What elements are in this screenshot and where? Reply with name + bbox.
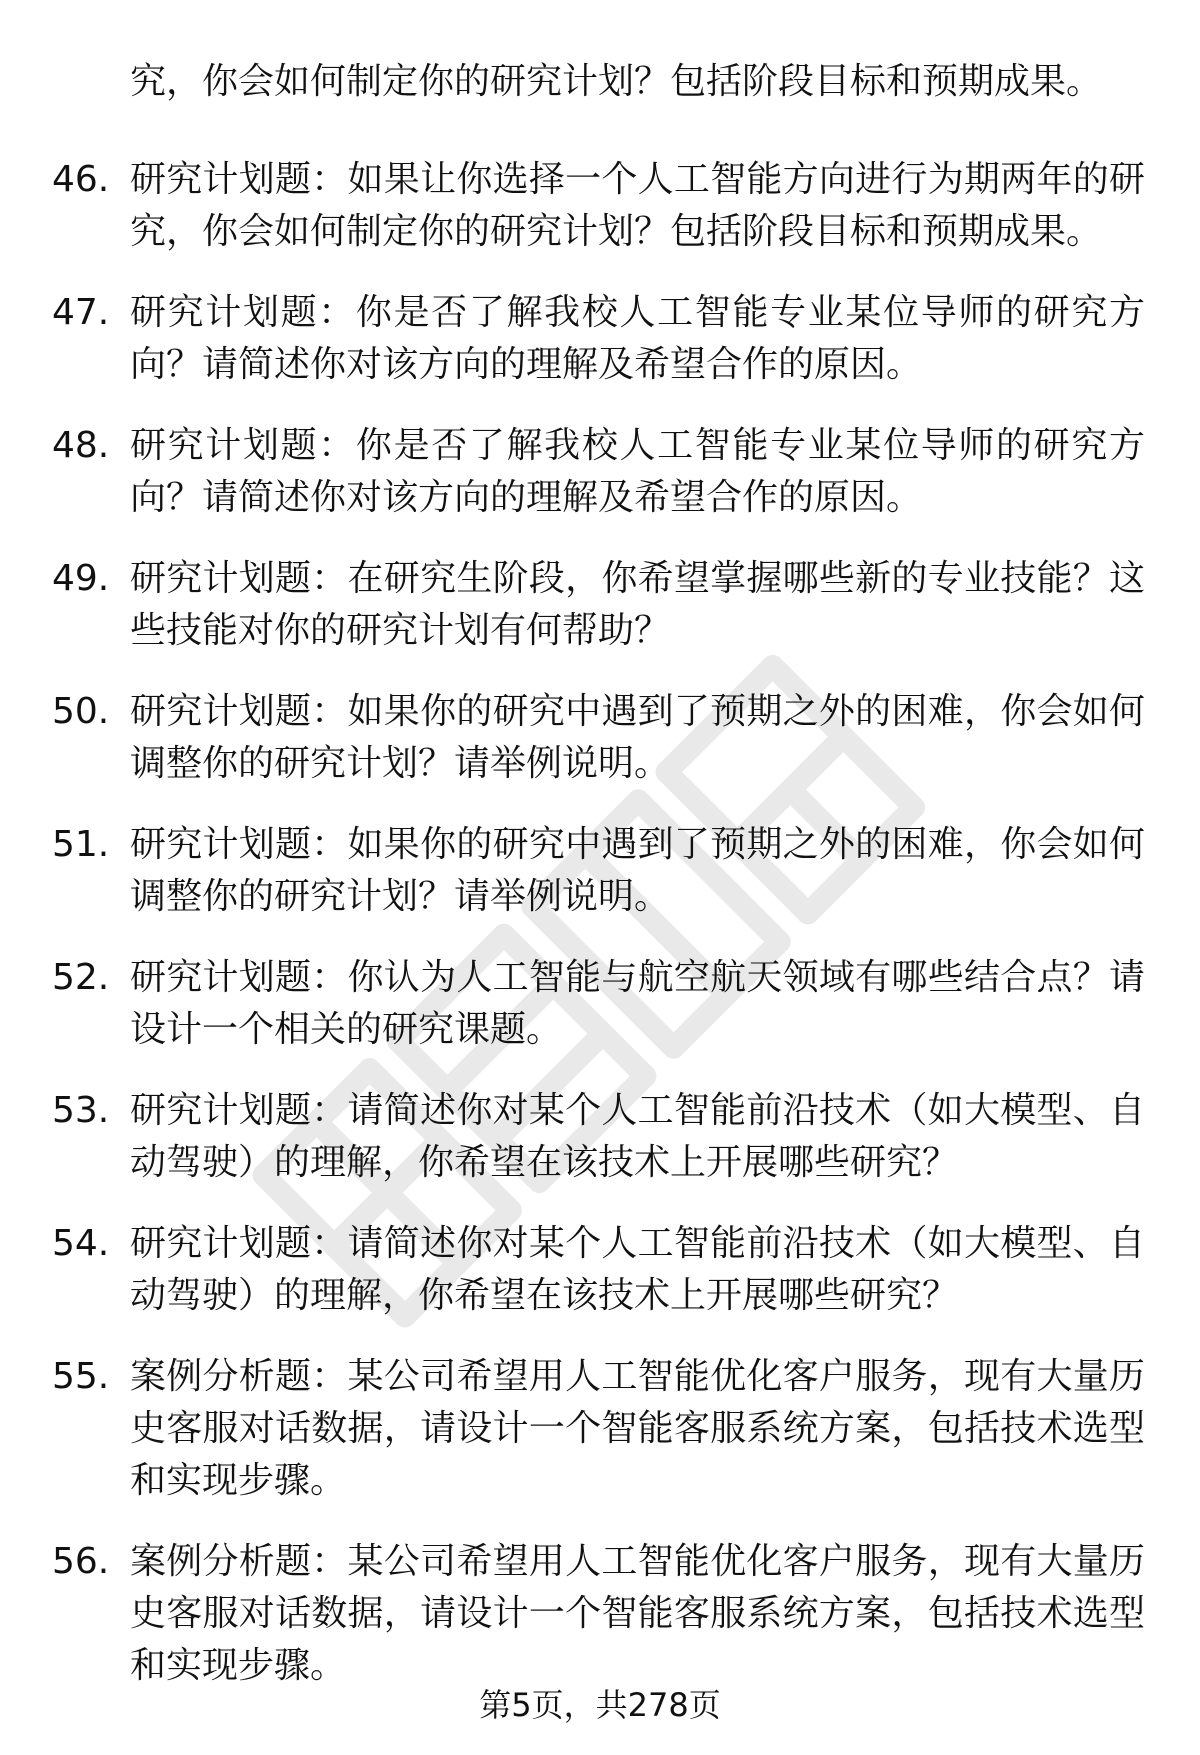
question-item-51 [0, 819, 1200, 952]
question-text: 研究计划题：你认为人工智能与航空航天领域有哪些结合点？请设计一个相关的研究课题。 [130, 957, 1145, 1050]
question-text: 研究计划题：如果让你选择一个人工智能方向进行为期两年的研究，你会如何制定你的研究计划？包括阶段目标和预期成果。 [130, 159, 1145, 252]
question-list [0, 154, 1200, 1721]
question-item-53 [0, 1085, 1200, 1218]
question-number: 47. [52, 292, 110, 333]
question-text: 研究计划题：如果你的研究中遇到了预期之外的困难，你会如何调整你的研究计划？请举例说明。 [130, 824, 1145, 917]
question-number: 53. [52, 1090, 110, 1131]
question-text: 研究计划题：请简述你对某个人工智能前沿技术（如大模型、自动驾驶）的理解，你希望在该技术上开展哪些研究？ [130, 1223, 1145, 1316]
question-item-49 [0, 553, 1200, 686]
question-number: 54. [52, 1223, 110, 1264]
question-number: 50. [52, 691, 110, 732]
question-text: 研究计划题：请简述你对某个人工智能前沿技术（如大模型、自动驾驶）的理解，你希望在该技术上开展哪些研究？ [130, 1090, 1145, 1183]
question-item-52 [0, 952, 1200, 1085]
question-number: 48. [52, 425, 110, 466]
question-text: 案例分析题：某公司希望用人工智能优化客户服务，现有大量历史客服对话数据，请设计一个智能客服系统方案，包括技术选型和实现步骤。 [130, 1356, 1145, 1501]
question-number: 49. [52, 558, 110, 599]
question-text: 案例分析题：某公司希望用人工智能优化客户服务，现有大量历史客服对话数据，请设计一个智能客服系统方案，包括技术选型和实现步骤。 [130, 1541, 1145, 1686]
question-item-46 [0, 154, 1200, 287]
page-footer: 第5页，共278页 [479, 1686, 721, 1724]
question-text: 研究计划题：在研究生阶段，你希望掌握哪些新的专业技能？这些技能对你的研究计划有何帮助？ [130, 558, 1145, 651]
question-number: 46. [52, 159, 110, 200]
question-item-47 [0, 287, 1200, 420]
question-text: 研究计划题：你是否了解我校人工智能专业某位导师的研究方向？请简述你对该方向的理解及希望合作的原因。 [130, 425, 1145, 518]
question-text: 研究计划题：你是否了解我校人工智能专业某位导师的研究方向？请简述你对该方向的理解及希望合作的原因。 [130, 292, 1145, 385]
question-number: 56. [52, 1541, 110, 1582]
question-number: 55. [52, 1356, 110, 1397]
question-item-50 [0, 686, 1200, 819]
question-item-54 [0, 1218, 1200, 1351]
question-item-55 [0, 1351, 1200, 1536]
continued-paragraph: 究，你会如何制定你的研究计划？包括阶段目标和预期成果。 [130, 61, 1103, 102]
question-number: 51. [52, 824, 110, 865]
question-number: 52. [52, 957, 110, 998]
question-item-48 [0, 420, 1200, 553]
question-text: 研究计划题：如果你的研究中遇到了预期之外的困难，你会如何调整你的研究计划？请举例说明。 [130, 691, 1145, 784]
